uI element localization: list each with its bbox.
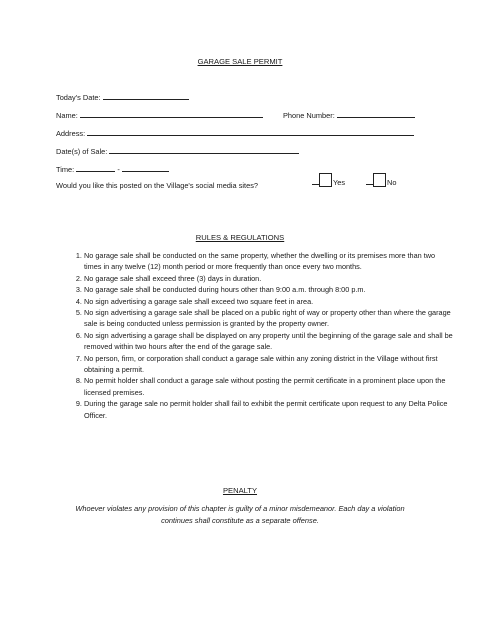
no-option[interactable] [366, 173, 396, 187]
time-label: Time: [56, 165, 75, 174]
social-media-question: Would you like this posted on the Village's social media sites? [56, 181, 259, 190]
time-separator: - [117, 165, 120, 174]
rule-item: 3. No garage sale shall be conducted during hours other than 9:00 a.m. through 8:00 p.m. [84, 284, 454, 295]
name-field[interactable] [56, 110, 263, 120]
time-start-line[interactable] [76, 164, 115, 172]
no-pre-line [366, 177, 373, 185]
form-title: GARAGE SALE PERMIT [197, 57, 283, 66]
rules-title: RULES & REGULATIONS [195, 233, 285, 242]
name-line[interactable] [80, 110, 263, 118]
no-label: No [387, 178, 397, 187]
phone-number-field[interactable] [283, 110, 415, 120]
rule-item: 6. No sign advertising a garage shall be displayed on any property until the beginning of the garage sale and shall be removed within two hours after the end of the garage sale. [84, 330, 454, 353]
yes-checkbox[interactable] [319, 173, 332, 187]
phone-number-label: Phone Number: [283, 111, 335, 120]
rules-list [56, 250, 454, 421]
rule-item: 9. During the garage sale no permit holder shall fail to exhibit the permit certificate upon request to any Delta Police Officer. [84, 398, 454, 421]
dates-of-sale-field[interactable] [56, 146, 299, 156]
dates-of-sale-line[interactable] [109, 146, 299, 154]
yes-option[interactable] [312, 173, 345, 187]
todays-date-line[interactable] [103, 92, 189, 100]
no-checkbox[interactable] [373, 173, 386, 187]
penalty-text: Whoever violates any provision of this chapter is guilty of a minor misdemeanor. Each day a violation continues shall constitute as a separate offense. [75, 504, 405, 525]
rule-item: 1. No garage sale shall be conducted on the same property, whether the dwelling or its premises more than two times in any twelve (12) month period or more frequently than once every two months. [84, 250, 454, 273]
address-field[interactable] [56, 128, 414, 138]
address-label: Address: [56, 129, 86, 138]
time-end-line[interactable] [122, 164, 169, 172]
phone-number-line[interactable] [337, 110, 415, 118]
rule-item: 2. No garage sale shall exceed three (3) days in duration. [84, 273, 454, 284]
time-field[interactable] [56, 164, 169, 174]
todays-date-field[interactable] [56, 92, 189, 102]
yes-pre-line [312, 177, 319, 185]
address-line[interactable] [87, 128, 414, 136]
penalty-title: PENALTY [222, 486, 258, 495]
dates-of-sale-label: Date(s) of Sale: [56, 147, 108, 156]
rule-item: 4. No sign advertising a garage sale shall exceed two square feet in area. [84, 296, 454, 307]
rule-item: 7. No person, firm, or corporation shall conduct a garage sale within any zoning district in the Village without first obtaining a permit. [84, 353, 454, 376]
yes-label: Yes [333, 178, 346, 187]
rule-item: 5. No sign advertising a garage sale shall be placed on a public right of way or property other than where the garage sale is being conducted unless permission is granted by the property owner. [84, 307, 454, 330]
rule-item: 8. No permit holder shall conduct a garage sale without posting the permit certificate in a prominent place upon the licensed premises. [84, 375, 454, 398]
todays-date-label: Today's Date: [56, 93, 101, 102]
name-label: Name: [56, 111, 78, 120]
